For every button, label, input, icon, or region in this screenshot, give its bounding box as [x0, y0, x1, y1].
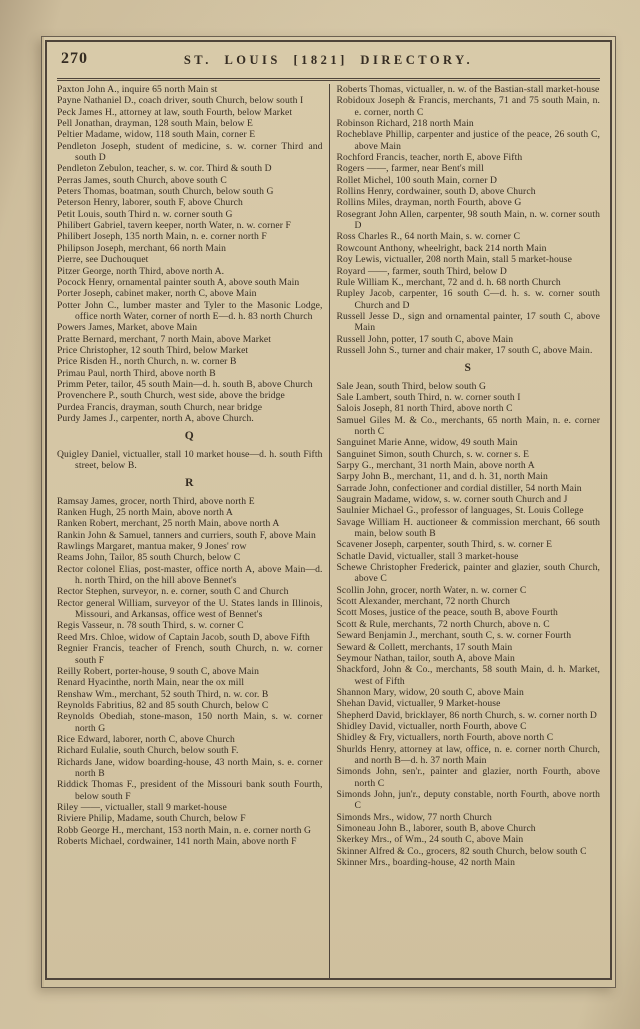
- right-column: [329, 84, 601, 978]
- directory-entry: Pendleton Joseph, student of medicine, s. w. corner Third and south D: [57, 140, 323, 164]
- directory-entry: Skinner Mrs., boarding-house, 42 north Main: [336, 857, 516, 869]
- directory-columns: [57, 84, 600, 978]
- directory-entry: Russell John, potter, 17 south C, above Main: [336, 333, 514, 345]
- directory-entry: Simoneau John B., laborer, south B, above Church: [336, 823, 536, 834]
- directory-entry: Reynolds Fabritius, 82 and 85 south Church, below C: [57, 699, 269, 711]
- directory-entry: Schatle David, victualler, stall 3 market-house: [336, 550, 519, 562]
- directory-entry: Rollet Michel, 100 south Main, corner D: [336, 174, 498, 186]
- directory-entry: Simonds John, sen'r., painter and glazier, north Fourth, above north C: [336, 766, 600, 789]
- directory-entry: Riddick Thomas F., president of the Missouri bank south Fourth, below south F: [57, 779, 323, 802]
- directory-entry: Petit Louis, south Third n. w. corner south G: [57, 208, 233, 220]
- directory-entry: Shehan David, victualler, 9 Market-house: [336, 698, 501, 710]
- directory-entry: Roberts Thomas, victualler, n. w. of the Bastian-stall market-house: [336, 84, 600, 95]
- directory-entry: Potter John C., lumber master and Tyler to the Masonic Lodge, office north Water, corner of north E—d. h. 83 north Church: [57, 299, 323, 322]
- directory-entry: Provenchere P., south Church, west side, above the bridge: [57, 390, 285, 402]
- directory-entry: Regnier Francis, teacher of French, south Church, n. w. corner south F: [57, 643, 323, 666]
- directory-entry: Roy Lewis, victualler, 208 north Main, stall 5 market-house: [336, 254, 572, 266]
- directory-entry: Savage William H. auctioneer & commission merchant, 66 south main, below south B: [336, 516, 600, 540]
- directory-entry: Ranken Hugh, 25 north Main, above north A: [57, 507, 233, 519]
- directory-entry: Pitzer George, north Third, above north A.: [57, 265, 225, 277]
- page-title: ST. LOUIS [1821] DIRECTORY.: [183, 53, 474, 67]
- directory-entry: Purdy James J., carpenter, north A, above Church.: [57, 412, 254, 424]
- directory-entry: Porter Joseph, cabinet maker, north C, above Main: [57, 288, 257, 300]
- directory-entry: Skinner Alfred & Co., grocers, 82 south Church, below south C: [336, 845, 587, 857]
- section-heading: Q: [184, 430, 195, 443]
- directory-entry: Pell Jonathan, drayman, 128 south Main, below E: [57, 118, 254, 130]
- directory-entry: Seward Benjamin J., merchant, south C, s. w. corner Fourth: [336, 630, 572, 642]
- directory-entry: Rollins Miles, drayman, north Fourth, above G: [336, 197, 522, 209]
- directory-entry: Reynolds Obediah, stone-mason, 150 north Main, s. w. corner north G: [57, 711, 323, 734]
- directory-entry: Shackford, John & Co., merchants, 58 south Main, d. h. Market, west of Fifth: [336, 664, 600, 687]
- directory-entry: Robb George H., merchant, 153 north Main, n. e. corner north G: [57, 824, 312, 836]
- directory-entry: Payne Nathaniel D., coach driver, south Church, below south I: [57, 95, 304, 107]
- left-column: [57, 84, 329, 978]
- directory-entry: Shidley & Fry, victuallers, north Fourth, above north C: [336, 732, 554, 744]
- directory-entry: Pendleton Zebulon, teacher, s. w. cor. Third & south D: [57, 163, 272, 175]
- directory-entry: Quigley Daniel, victualler, stall 10 market house—d. h. south Fifth street, below B.: [57, 448, 323, 471]
- directory-entry: Rankin John & Samuel, tanners and curriers, south F, above Main: [57, 529, 316, 541]
- directory-entry: Rector general William, surveyor of the U. States lands in Illinois, Missouri, and Arkansas, office west of Bennet's: [57, 597, 323, 621]
- directory-entry: Pratte Bernard, merchant, 7 north Main, above Market: [57, 333, 272, 345]
- page-header: [57, 48, 600, 81]
- directory-entry: Richards Jane, widow boarding-house, 43 north Main, s. e. corner north B: [57, 756, 323, 779]
- directory-entry: Ranken Robert, merchant, 25 north Main, above north A: [57, 518, 280, 530]
- directory-entry: Riviere Philip, Madame, south Church, below F: [57, 813, 246, 825]
- directory-entry: Philibert Joseph, 135 north Main, n. e. corner north F: [57, 231, 267, 243]
- directory-entry: Regis Vasseur, n. 78 south Third, s. w. corner C: [57, 620, 244, 632]
- directory-entry: Powers James, Market, above Main: [57, 322, 198, 334]
- directory-entry: Sale Lambert, south Third, n. w. corner south I: [336, 391, 521, 403]
- directory-entry: Richard Eulalie, south Church, below south F.: [57, 745, 239, 757]
- directory-entry: Rule William K., merchant, 72 and d. h. 68 north Church: [336, 276, 561, 288]
- directory-entry: Rollins Henry, cordwainer, south D, above Church: [336, 186, 536, 198]
- directory-entry: Reed Mrs. Chloe, widow of Captain Jacob, south D, above Fifth: [57, 631, 310, 643]
- directory-entry: Ramsay James, grocer, north Third, above north E: [57, 495, 255, 507]
- directory-entry: Primm Peter, tailor, 45 south Main—d. h. south B, above Church: [57, 378, 313, 390]
- directory-entry: Russell John S., turner and chair maker, 17 south C, above Main.: [336, 344, 593, 356]
- directory-entry: Renard Hyacinthe, north Main, near the ox mill: [57, 677, 245, 689]
- directory-entry: Robidoux Joseph & Francis, merchants, 71 and 75 south Main, n. e. corner, north C: [336, 95, 600, 118]
- directory-entry: Sanguinet Simon, south Church, s. w. corner s. E: [336, 448, 530, 460]
- directory-entry: Rocheblave Phillip, carpenter and justice of the peace, 26 south C, above Main: [336, 129, 600, 152]
- directory-entry: Rawlings Margaret, mantua maker, 9 Jones' row: [57, 541, 247, 553]
- directory-entry: Scott & Rule, merchants, 72 north Church, above n. C: [336, 618, 550, 630]
- directory-entry: Rosegrant John Allen, carpenter, 98 south Main, n. w. corner south D: [336, 208, 600, 232]
- directory-entry: Seymour Nathan, tailor, south A, above Main: [336, 652, 515, 664]
- directory-entry: Price Christopher, 12 south Third, below Market: [57, 344, 249, 356]
- section-heading: R: [185, 477, 195, 490]
- directory-entry: Seward & Collett, merchants, 17 south Main: [336, 641, 513, 653]
- directory-entry: Rochford Francis, teacher, north E, above Fifth: [336, 152, 523, 164]
- directory-entry: Perras James, south Church, above south C: [57, 174, 227, 186]
- page-border-outer: [41, 36, 616, 988]
- directory-entry: Reams John, Tailor, 85 south Church, below C: [57, 552, 241, 564]
- directory-entry: Salois Joseph, 81 north Third, above north C: [336, 403, 513, 415]
- directory-entry: Scott Moses, justice of the peace, south B, above Fourth: [336, 607, 558, 619]
- directory-entry: Rector colonel Elias, post-master, office north A, above Main—d. h. north Third, on the hill above Bennet's: [57, 563, 323, 587]
- directory-entry: Ross Charles R., 64 north Main, s. w. corner C: [336, 231, 521, 243]
- page-number: 270: [61, 50, 88, 67]
- directory-entry: Skerkey Mrs., of Wm., 24 south C, above Main: [336, 834, 524, 846]
- directory-entry: Scavener Joseph, carpenter, south Third, s. w. corner E: [336, 539, 553, 551]
- directory-entry: Sarpy G., merchant, 31 north Main, above north A: [336, 460, 535, 471]
- directory-entry: Sale Jean, south Third, below south G: [336, 380, 487, 392]
- directory-entry: Sarpy John B., merchant, 11, and d. h. 31, north Main: [336, 471, 548, 483]
- section-heading: S: [464, 362, 472, 375]
- directory-entry: Purdea Francis, drayman, south Church, near bridge: [57, 401, 263, 413]
- directory-entry: Peltier Madame, widow, 118 south Main, corner E: [57, 129, 256, 141]
- directory-entry: Renshaw Wm., merchant, 52 south Third, n. w. cor. B: [57, 688, 269, 700]
- directory-entry: Shidley David, victualler, north Fourth, above C: [336, 720, 527, 732]
- directory-entry: Price Risden H., north Church, n. w. corner B: [57, 356, 237, 368]
- directory-entry: Pierre, see Duchouquet: [57, 254, 149, 266]
- directory-entry: Shurlds Henry, attorney at law, office, n. e. corner north Church, and north B—d. h. 37 north Main: [336, 743, 600, 766]
- directory-entry: Sarrade John, confectioner and cordial distiller, 54 north Main: [336, 482, 582, 494]
- page-border-inner: [45, 40, 612, 980]
- directory-entry: Shepherd David, bricklayer, 86 north Church, s. w. corner north D: [336, 709, 597, 721]
- directory-entry: Rector Stephen, surveyor, n. e. corner, south C and Church: [57, 586, 289, 598]
- directory-entry: Roberts Michael, cordwainer, 141 north Main, above north F: [57, 836, 297, 847]
- directory-entry: Robinson Richard, 218 north Main: [336, 118, 474, 130]
- directory-entry: Shannon Mary, widow, 20 south C, above Main: [336, 686, 524, 698]
- directory-entry: Sanguinet Marie Anne, widow, 49 south Main: [336, 437, 518, 449]
- directory-entry: Peck James H., attorney at law, south Fourth, below Market: [57, 106, 293, 118]
- directory-entry: Philibert Gabriel, tavern keeper, north Water, n. w. corner F: [57, 220, 291, 232]
- directory-entry: Rowcount Anthony, wheelright, back 214 north Main: [336, 242, 547, 254]
- directory-entry: Scollin John, grocer, north Water, n. w. corner C: [336, 584, 527, 596]
- directory-entry: Schewe Christopher Frederick, painter and glazier, south Church, above C: [336, 562, 600, 585]
- directory-entry: Paxton John A., inquire 65 north Main st: [57, 84, 218, 95]
- directory-entry: Saulnier Michael G., professor of languages, St. Louis College: [336, 505, 584, 517]
- directory-entry: Rice Edward, laborer, north C, above Church: [57, 733, 235, 745]
- directory-entry: Saugrain Madame, widow, s. w. corner south Church and J: [336, 494, 568, 506]
- directory-entry: Royard ——, farmer, south Third, below D: [336, 265, 507, 277]
- directory-entry: Reilly Robert, porter-house, 9 south C, above Main: [57, 665, 259, 677]
- directory-entry: Samuel Giles M. & Co., merchants, 65 north Main, n. e. corner north C: [336, 414, 600, 437]
- directory-entry: Rupley Jacob, carpenter, 16 south C—d. h. s. w. corner south Church and D: [336, 288, 600, 311]
- directory-entry: Scott Alexander, merchant, 72 north Church: [336, 596, 511, 608]
- directory-entry: Primau Paul, north Third, above north B: [57, 367, 216, 379]
- directory-entry: Peterson Henry, laborer, south F, above Church: [57, 197, 243, 209]
- directory-entry: Peters Thomas, boatman, south Church, below south G: [57, 186, 274, 198]
- scanned-page: [41, 36, 616, 988]
- directory-entry: Philipson Joseph, merchant, 66 north Main: [57, 242, 227, 254]
- directory-entry: Simonds John, jun'r., deputy constable, north Fourth, above north C: [336, 788, 600, 812]
- directory-entry: Pocock Henry, ornamental painter south A, above south Main: [57, 276, 300, 288]
- directory-entry: Rogers ——, farmer, near Bent's mill: [336, 163, 484, 175]
- directory-entry: Russell Jesse D., sign and ornamental painter, 17 south C, above Main: [336, 310, 600, 334]
- directory-entry: Riley ——, victualler, stall 9 market-house: [57, 801, 227, 813]
- directory-entry: Simonds Mrs., widow, 77 north Church: [336, 811, 492, 823]
